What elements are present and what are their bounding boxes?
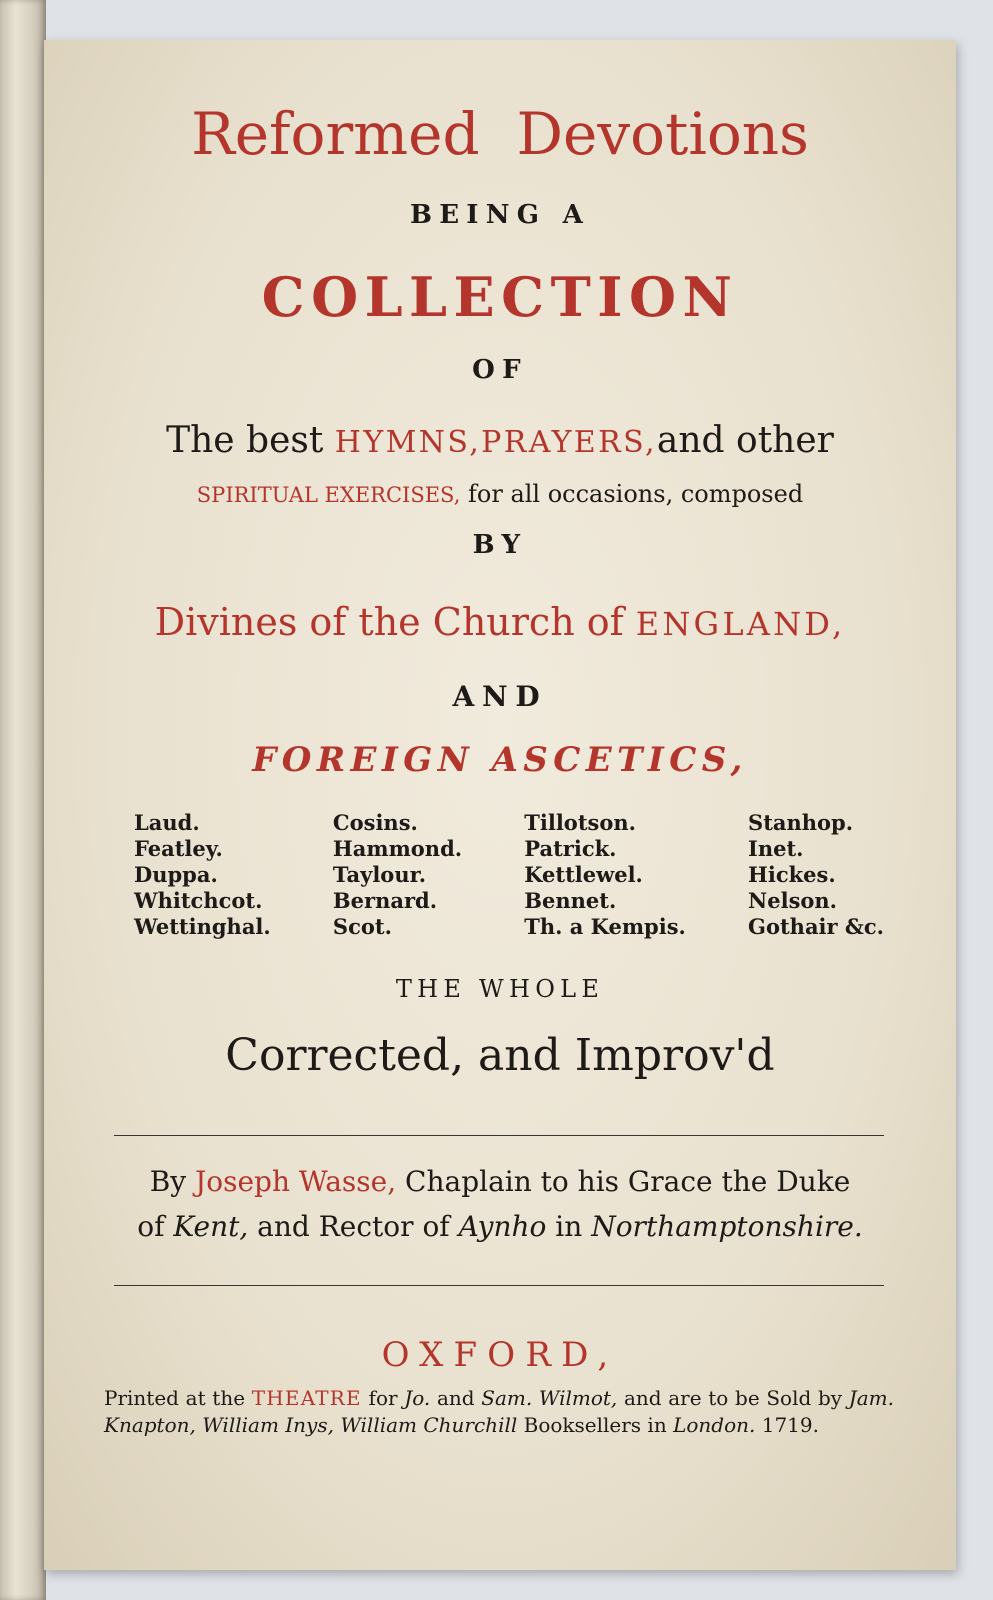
divider-rule-bottom xyxy=(114,1285,884,1286)
title-word-2: Devotions xyxy=(516,100,809,168)
divines-line xyxy=(44,600,956,644)
divines-text: Divines of the Church of xyxy=(154,600,636,644)
place-of-publication: OXFORD, xyxy=(381,1335,619,1375)
spiritual-line-suffix: for all occasions, composed xyxy=(460,480,804,508)
imprint-booksellers: Booksellers in xyxy=(517,1413,674,1437)
imprint-printed: Printed at the xyxy=(104,1386,252,1410)
england-word: ENGLAND, xyxy=(635,605,846,643)
author-name: Gothair &c. xyxy=(748,914,884,939)
spiritual-exercises: SPIRITUAL EXERCISES, xyxy=(196,483,461,507)
spiritual-line xyxy=(44,480,956,508)
hymns-line-suffix: and other xyxy=(656,420,834,461)
and-line: AND xyxy=(452,680,548,713)
author-name: Patrick. xyxy=(524,836,617,861)
author-name: Th. a Kempis. xyxy=(524,914,686,939)
collection-line: COLLECTION xyxy=(261,265,739,329)
being-a-line: BEING A xyxy=(409,200,591,230)
imprint-sam: Sam. Wilmot, xyxy=(481,1386,618,1410)
imprint-block xyxy=(104,1385,894,1439)
divider-rule-top xyxy=(114,1135,884,1136)
by-line: BY xyxy=(472,530,528,560)
author-name: Bennet. xyxy=(524,888,617,913)
imprint-for: for xyxy=(361,1386,405,1410)
author-name: Hammond. xyxy=(332,836,463,861)
author-name: Kettlewel. xyxy=(524,862,643,887)
author-column-1 xyxy=(134,810,271,940)
imprint-booksellers-names: Jam. Knapton, William Inys, William Churchill xyxy=(104,1386,894,1437)
author-name: Inet. xyxy=(748,836,804,861)
editor-line-2 xyxy=(44,1210,956,1243)
editor-name: Joseph Wasse, xyxy=(195,1165,397,1198)
author-column-2 xyxy=(333,810,462,940)
editor-title: Chaplain to his Grace the Duke xyxy=(396,1165,851,1198)
imprint-year: 1719. xyxy=(755,1413,819,1437)
author-name: Cosins. xyxy=(332,810,418,835)
hymns-word: HYMNS, xyxy=(334,425,482,460)
in-word: in xyxy=(546,1210,592,1243)
title-word-1: Reformed xyxy=(191,100,480,168)
author-name: Wettinghal. xyxy=(134,914,271,939)
and-rector-text: and Rector of xyxy=(248,1210,459,1243)
author-name: Laud. xyxy=(134,810,200,835)
imprint-london: London. xyxy=(673,1413,756,1437)
the-whole-line: THE WHOLE xyxy=(395,975,605,1003)
editor-line-1 xyxy=(44,1165,956,1198)
editor-by: By xyxy=(149,1165,195,1198)
author-name: Taylour. xyxy=(332,862,427,887)
author-name: Stanhop. xyxy=(748,810,854,835)
imprint-theatre: THEATRE xyxy=(251,1386,362,1410)
author-name: Tillotson. xyxy=(524,810,636,835)
aynho-word: Aynho xyxy=(458,1210,547,1243)
imprint-sold: and are to be Sold by xyxy=(617,1386,849,1410)
imprint-and: and xyxy=(430,1386,482,1410)
book-spine xyxy=(0,0,46,1600)
prayers-word: PRAYERS, xyxy=(481,425,657,460)
editor-of: of xyxy=(137,1210,174,1243)
author-name: Hickes. xyxy=(748,862,836,887)
hymns-line xyxy=(44,420,956,461)
hymns-line-prefix: The best xyxy=(166,420,335,461)
author-name: Scot. xyxy=(332,914,392,939)
author-name: Nelson. xyxy=(748,888,837,913)
kent-word: Kent, xyxy=(173,1210,249,1243)
author-column-3 xyxy=(524,810,686,940)
author-name: Bernard. xyxy=(332,888,438,913)
foreign-ascetics-line: FOREIGN ASCETICS, xyxy=(252,740,748,780)
author-column-4 xyxy=(748,810,884,940)
book-title xyxy=(44,100,956,168)
author-name: Featley. xyxy=(134,836,223,861)
author-name: Duppa. xyxy=(134,862,218,887)
imprint-jo: Jo. xyxy=(404,1386,431,1410)
corrected-line: Corrected, and Improv'd xyxy=(225,1030,775,1081)
title-page xyxy=(44,40,956,1570)
author-list xyxy=(134,810,884,940)
of-line: OF xyxy=(472,355,528,385)
county-word: Northamptonshire. xyxy=(591,1210,863,1243)
author-name: Whitchcot. xyxy=(134,888,263,913)
